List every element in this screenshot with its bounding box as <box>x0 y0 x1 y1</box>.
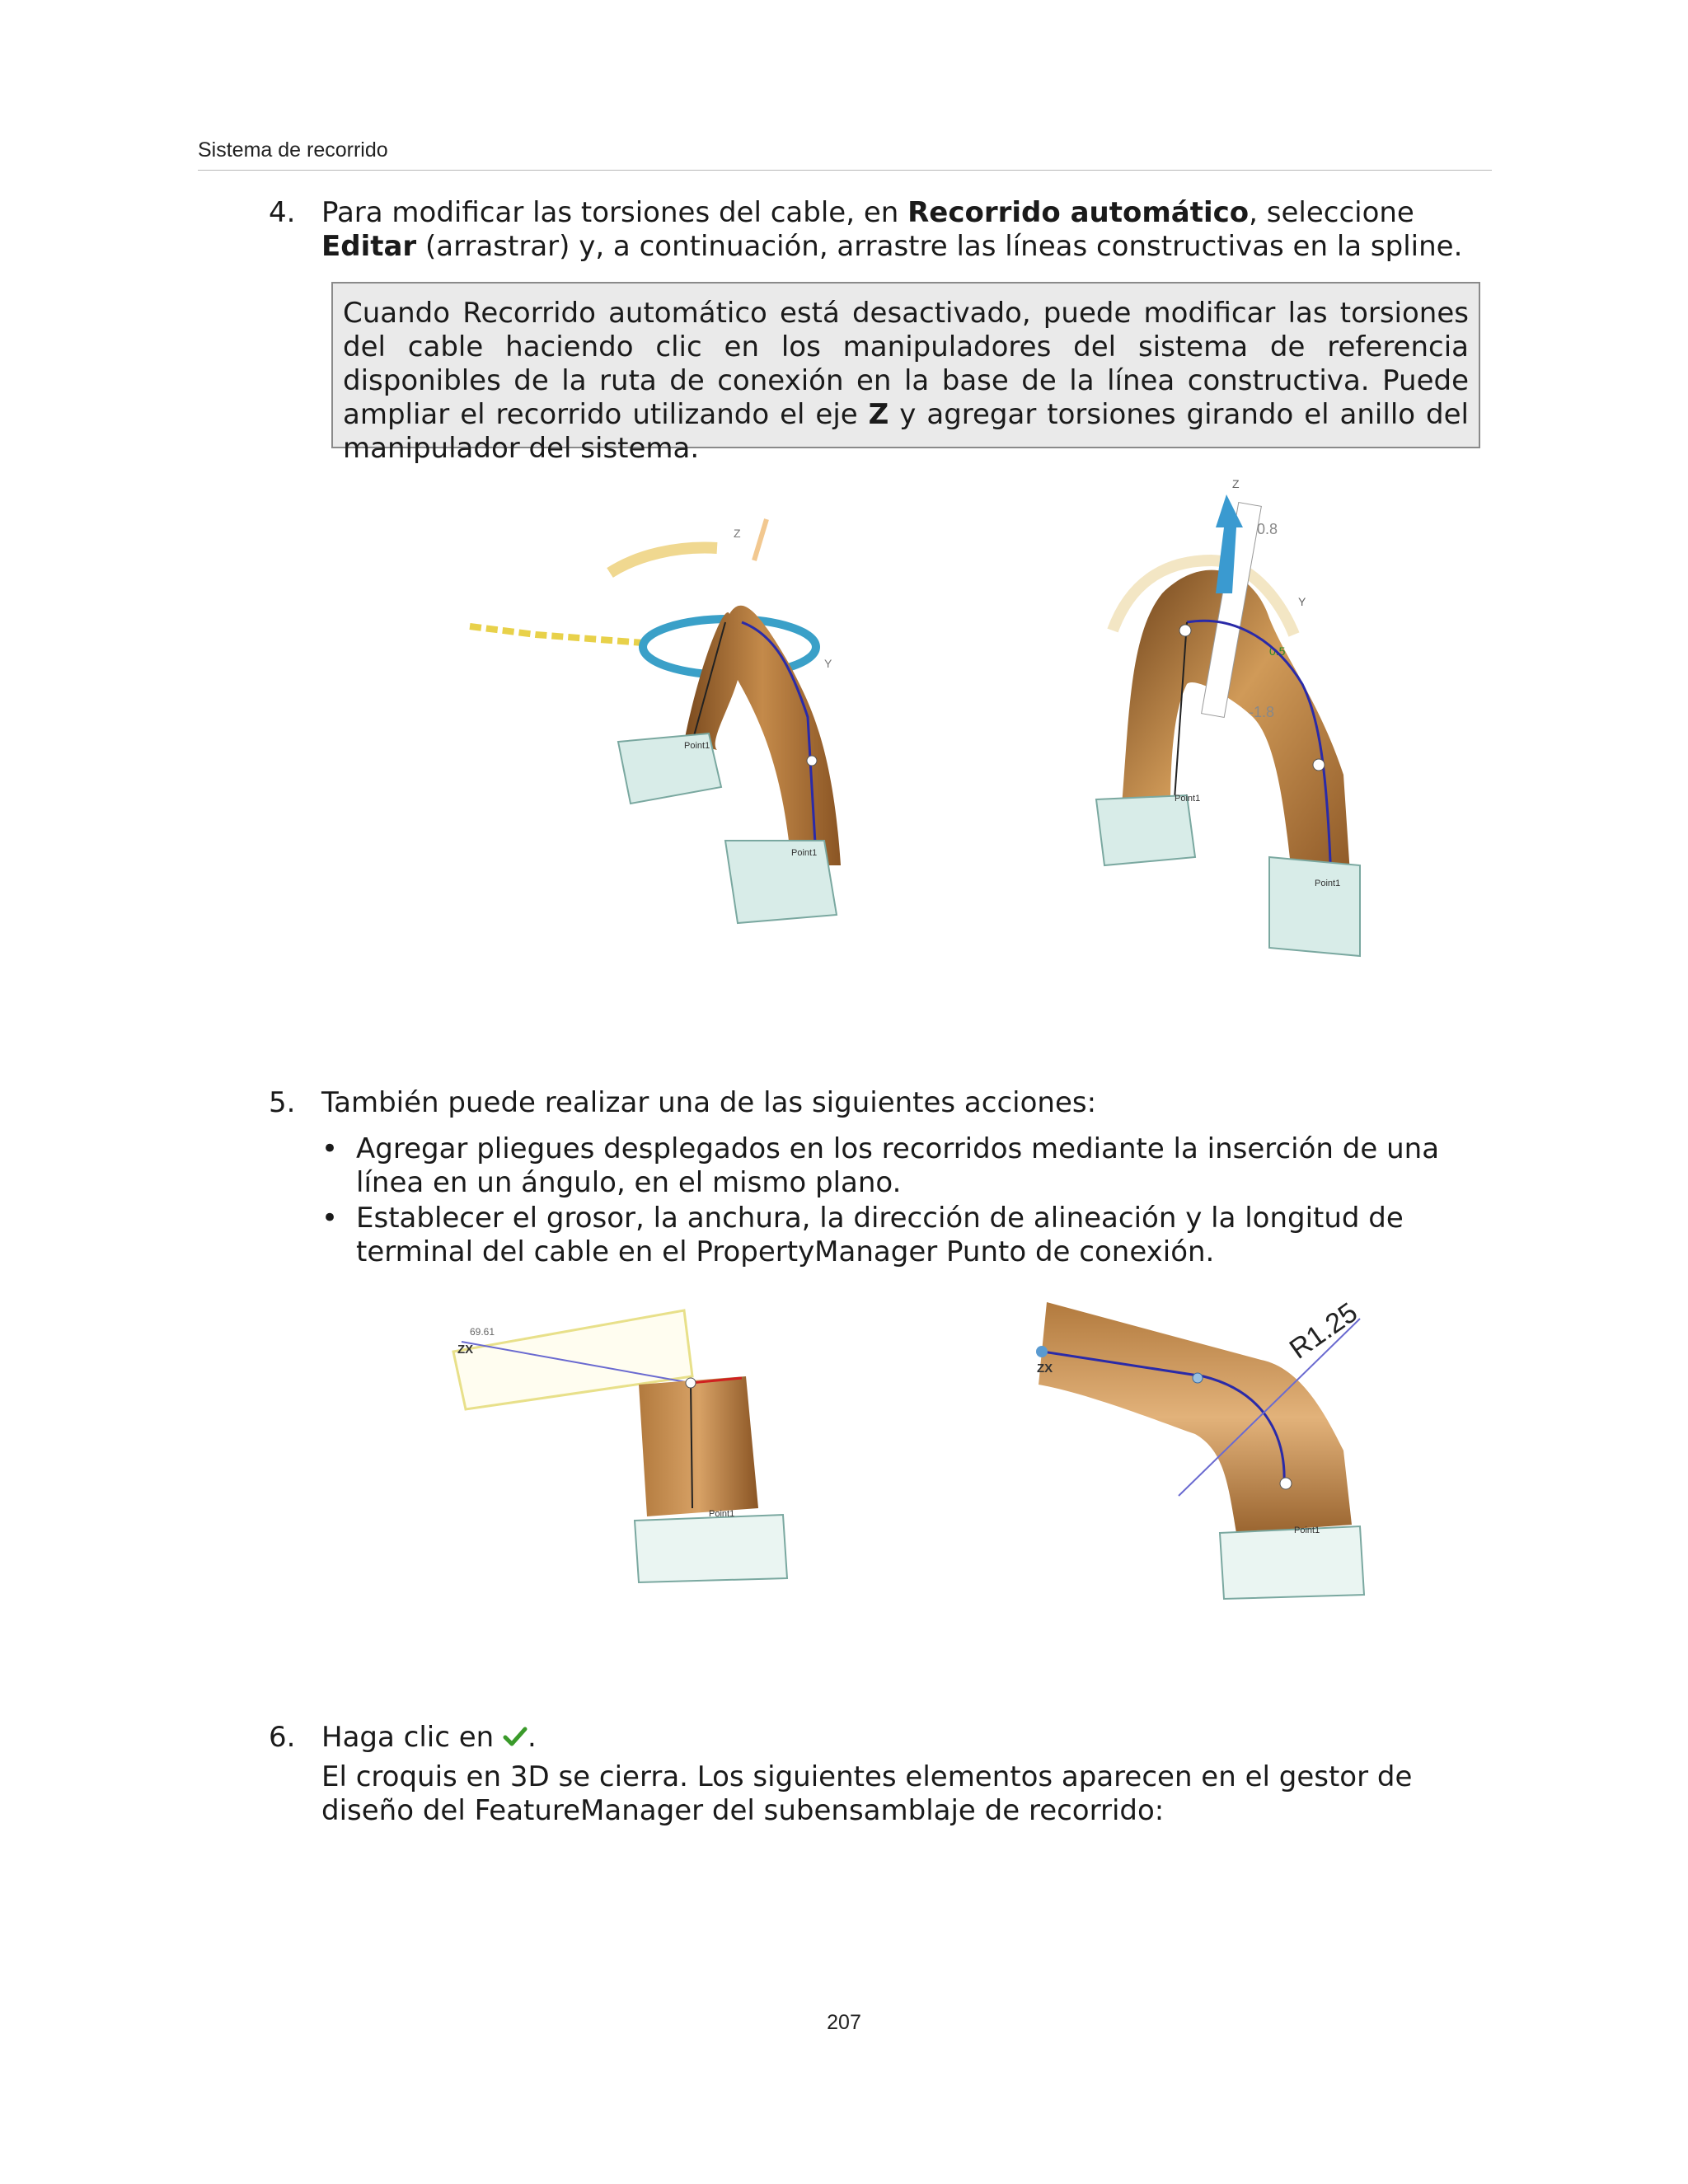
connector <box>1220 1526 1364 1599</box>
bend-image-right <box>1036 1296 1364 1599</box>
ruler-label-bottom: -1.8 <box>1249 704 1275 720</box>
connector-top <box>1096 795 1195 865</box>
axis-z-label: Z <box>734 527 741 540</box>
plane-label: ZX <box>1037 1361 1053 1376</box>
figure-cable-twist <box>445 470 1434 997</box>
list-item-text: Agregar pliegues desplegados en los recorridos mediante la inserción de una línea en un ángulo, en el mismo plano. <box>356 1132 1440 1199</box>
step-6-period: . <box>528 1721 537 1754</box>
page-number: 207 <box>827 2011 861 2034</box>
step-4-text-b: , seleccione <box>1249 196 1414 229</box>
step-number: 5. <box>269 1086 296 1119</box>
note-box <box>331 282 1480 465</box>
note-text-a: Cuando Recorrido automático está desactivado, puede modificar las torsiones del cable haciendo clic en los manipuladores del sistema de referencia disponibles de la ruta de conexión en la base de la línea constructiva. Puede ampliar el recorrido utilizando el eje <box>343 297 1469 431</box>
list-item-text: Establecer el grosor, la anchura, la dirección de alineación y la longitud de terminal del cable en el PropertyManager Punto de conexión. <box>356 1202 1404 1268</box>
step-number: 6. <box>269 1721 296 1754</box>
point-label-a: Point1 <box>1175 794 1201 804</box>
axis-y-label: Y <box>824 657 832 670</box>
point-label: Point1 <box>1294 1526 1320 1535</box>
step-4-text-a: Para modificar las torsiones del cable, en <box>321 196 908 229</box>
plane-label: ZX <box>457 1343 474 1357</box>
step-number: 4. <box>269 196 296 229</box>
header-divider <box>198 170 1492 171</box>
step-5-bullets <box>321 1132 1493 1271</box>
step-6-text: Haga clic en <box>321 1721 503 1754</box>
step-text: También puede realizar una de las siguientes acciones: <box>321 1086 1097 1119</box>
step-4-text-c: (arrastrar) y, a continuación, arrastre las líneas constructivas en la spline. <box>416 230 1463 263</box>
cable-ribbon <box>639 1376 758 1516</box>
connector-bottom <box>1269 857 1360 956</box>
step-4-bold-a: Recorrido automático <box>907 196 1250 229</box>
step-4-bold-b: Editar <box>321 230 417 263</box>
step-text <box>321 1721 1493 1755</box>
bend-image-left <box>453 1310 787 1582</box>
cable-image-right <box>1096 477 1360 956</box>
point-label: Point1 <box>709 1509 735 1519</box>
connector <box>635 1515 787 1582</box>
dimension-label: 69.61 <box>470 1326 495 1338</box>
angle-label: 0.5 <box>1269 644 1286 658</box>
point-label-a: Point1 <box>684 741 710 751</box>
check-icon[interactable] <box>503 1722 528 1755</box>
list-item <box>321 1202 1493 1269</box>
step-6-paragraph: El croquis en 3D se cierra. Los siguientes elementos aparecen en el gestor de diseño del FeatureManager del subensamblaje de recorrido: <box>321 1760 1413 1827</box>
step-text <box>321 196 1493 264</box>
point-label-b: Point1 <box>1315 879 1341 888</box>
note-text-b: y agregar torsiones girando el anillo del manipulador del sistema. <box>343 398 1469 465</box>
section-title: Sistema de recorrido <box>198 138 388 162</box>
point-label-b: Point1 <box>791 848 818 858</box>
axis-z-label: Z <box>1232 477 1240 490</box>
axis-y-label: Y <box>1298 595 1306 608</box>
cable-image-left <box>470 519 841 923</box>
bullet-icon: • <box>321 1132 339 1165</box>
radius-label: R1.25 <box>1283 1296 1363 1366</box>
note-bold: Z <box>868 398 889 431</box>
ruler-label-top: 0.8 <box>1257 521 1278 537</box>
list-item <box>321 1132 1493 1200</box>
figure-cable-bend <box>445 1286 1434 1615</box>
connector-bottom <box>725 841 837 923</box>
bullet-icon: • <box>321 1202 339 1235</box>
